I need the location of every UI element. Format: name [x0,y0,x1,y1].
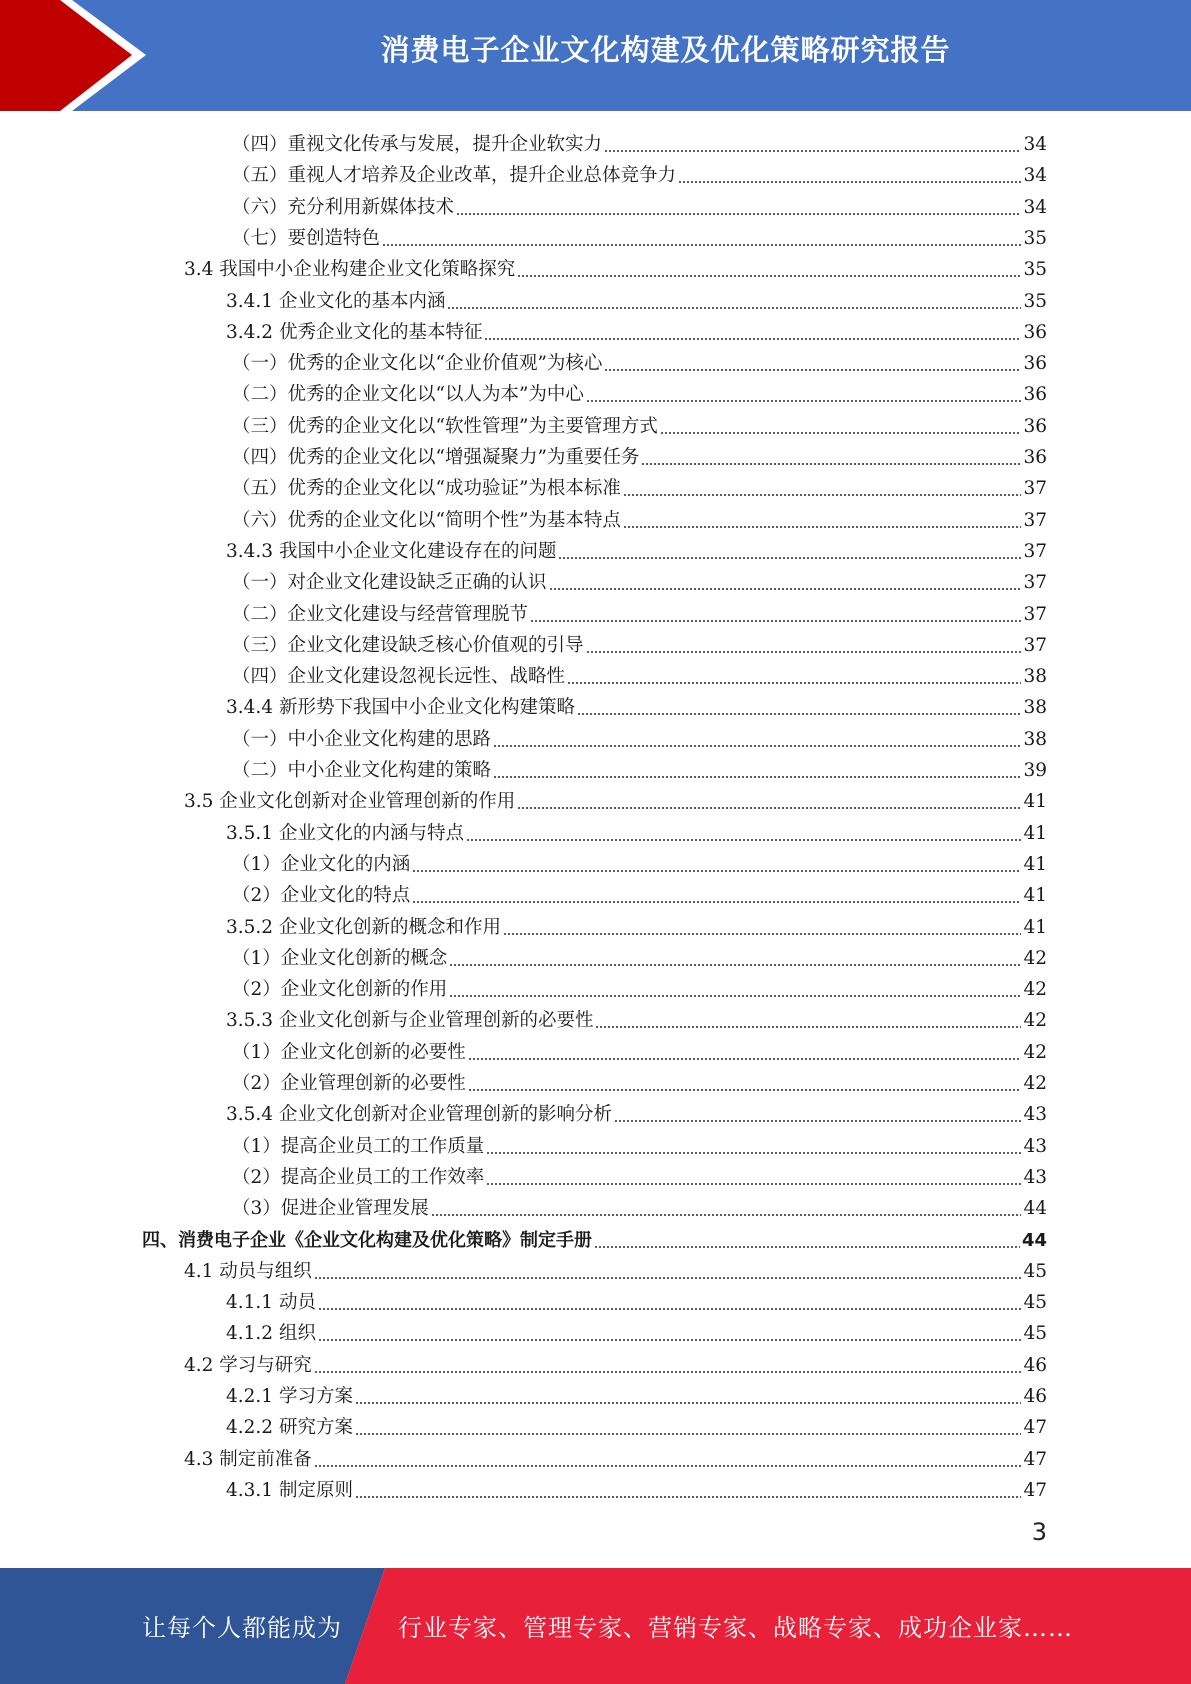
toc-dot-leader [456,213,1021,215]
toc-entry-title: 4.2.1 学习方案 [226,1386,353,1407]
toc-entry-page: 37 [1023,540,1047,562]
toc-dot-leader [486,1152,1021,1154]
toc-entry-title: 3.5.2 企业文化创新的概念和作用 [226,916,501,938]
toc-entry-page: 42 [1023,979,1047,1001]
toc-dot-leader [623,526,1022,528]
toc-entry-title: （五）重视人才培养及企业改革，提升企业总体竞争力 [232,165,677,187]
toc-entry-page: 38 [1023,697,1047,719]
toc-entry-page: 47 [1023,1417,1047,1439]
toc-entry-title: 3.4.4 新形势下我国中小企业文化构建策略 [226,697,575,719]
toc-entry[interactable] [232,160,1047,191]
toc-dot-leader [449,964,1021,966]
toc-entry-page: 46 [1023,1354,1047,1376]
toc-entry-title: 3.4.1 企业文化的基本内涵 [226,290,446,312]
toc-dot-leader [517,807,1021,809]
toc-dot-leader [314,1465,1022,1467]
report-title: 消费电子企业文化构建及优化策略研究报告 [380,33,951,67]
toc-dot-leader [468,1058,1022,1060]
toc-entry-page: 43 [1023,1166,1047,1188]
toc-dot-leader [486,1183,1021,1185]
toc-entry[interactable] [232,223,1047,254]
toc-dot-leader [586,651,1022,653]
toc-entry-title: （2）企业管理创新的必要性 [232,1073,466,1094]
toc-dot-leader [530,620,1021,622]
toc-entry-page: 42 [1023,947,1047,969]
toc-entry[interactable] [232,1162,1047,1193]
toc-entry-title: 4.3.1 制定原则 [226,1479,353,1501]
toc-entry[interactable] [184,1256,1047,1287]
toc-entry[interactable] [226,317,1047,348]
toc-dot-leader [641,463,1021,465]
toc-dot-leader [447,307,1021,309]
toc-entry[interactable] [232,442,1047,473]
toc-entry-title: （六）优秀的企业文化以“简明个性”为基本特点 [232,509,621,531]
toc-entry[interactable] [232,473,1047,504]
toc-dot-leader [466,839,1021,841]
toc-entry[interactable] [226,286,1047,317]
toc-entry[interactable] [232,661,1047,692]
toc-entry[interactable] [184,1444,1047,1475]
toc-entry-title: （二）中小企业文化构建的策略 [232,760,492,781]
toc-entry[interactable] [226,1412,1047,1443]
toc-dot-leader [577,713,1021,715]
toc-entry-page: 34 [1023,165,1047,187]
toc-entry-page: 35 [1023,259,1047,281]
toc-entry-page: 36 [1023,447,1047,468]
toc-entry[interactable] [226,1287,1047,1318]
toc-dot-leader [503,933,1021,935]
toc-entry-page: 37 [1023,478,1047,500]
toc-dot-leader [493,745,1021,747]
toc-entry[interactable] [232,1068,1047,1099]
toc-dot-leader [604,369,1021,371]
toc-dot-leader [594,1246,1020,1248]
toc-entry[interactable] [226,1381,1047,1412]
toc-entry[interactable] [226,1005,1047,1036]
toc-entry[interactable] [226,1318,1047,1349]
toc-entry-title: （1）企业文化创新的概念 [232,947,448,969]
toc-entry-title: 4.1.1 动员 [226,1292,316,1314]
toc-entry-page: 34 [1023,196,1047,218]
toc-entry-page: 35 [1023,227,1047,249]
toc-entry-page: 43 [1023,1135,1047,1157]
toc-entry-page: 42 [1023,1041,1047,1063]
toc-entry-page: 42 [1023,1073,1047,1094]
toc-entry[interactable] [226,692,1047,723]
toc-entry-title: （一）对企业文化建设缺乏正确的认识 [232,572,547,594]
toc-entry-title: （二）企业文化建设与经营管理脱节 [232,603,529,625]
toc-dot-leader [318,1339,1022,1341]
toc-entry[interactable] [232,348,1047,379]
toc-dot-leader [623,494,1022,496]
toc-entry-page: 38 [1023,666,1047,688]
toc-entry-title: （二）优秀的企业文化以“以人为本”为中心 [232,384,584,406]
toc-dot-leader [468,1089,1022,1091]
toc-dot-leader [355,1402,1022,1404]
toc-dot-leader [595,1026,1021,1028]
toc-entry-title: 4.3 制定前准备 [184,1448,312,1470]
toc-entry[interactable] [232,411,1047,442]
toc-dot-leader [660,432,1022,434]
toc-entry-page: 45 [1023,1292,1047,1314]
red-chevron-decoration [0,0,150,111]
toc-dot-leader [567,682,1021,684]
toc-entry[interactable] [226,536,1047,567]
toc-entry-page: 41 [1023,885,1047,907]
toc-entry[interactable] [226,912,1047,943]
toc-dot-leader [493,776,1021,778]
toc-dot-leader [412,901,1021,903]
toc-entry[interactable] [226,1099,1047,1130]
toc-entry[interactable] [184,786,1047,817]
toc-entry-title: 3.4.3 我国中小企业文化建设存在的问题 [226,540,557,562]
toc-entry-page: 41 [1023,916,1047,938]
toc-entry-title: （四）企业文化建设忽视长远性、战略性 [232,666,566,688]
toc-entry-title: （三）优秀的企业文化以“软性管理”为主要管理方式 [232,415,658,437]
header-band [0,0,1191,111]
toc-entry-title: （2）提高企业员工的工作效率 [232,1166,485,1188]
toc-entry-title: 3.5.3 企业文化创新与企业管理创新的必要性 [226,1010,594,1032]
toc-dot-leader [549,588,1022,590]
toc-entry[interactable] [232,880,1047,911]
toc-entry[interactable] [232,567,1047,598]
toc-entry[interactable] [232,1037,1047,1068]
toc-entry-title: 4.2.2 研究方案 [226,1417,353,1439]
toc-entry-page: 34 [1023,134,1047,155]
toc-entry-title: 4.1.2 组织 [226,1323,316,1345]
toc-entry[interactable] [142,1225,1047,1256]
toc-entry-title: （五）优秀的企业文化以“成功验证”为根本标准 [232,478,621,500]
toc-entry-title: 3.4.2 优秀企业文化的基本特征 [226,321,483,343]
toc-entry[interactable] [226,1475,1047,1506]
toc-entry-title: 3.5 企业文化创新对企业管理创新的作用 [184,791,516,813]
toc-entry-title: （2）企业文化的特点 [232,885,411,907]
toc-entry-title: （1）企业文化的内涵 [232,853,411,875]
toc-entry-page: 39 [1023,760,1047,781]
toc-entry[interactable] [232,849,1047,880]
toc-entry[interactable] [232,379,1047,410]
toc-dot-leader [355,1433,1022,1435]
toc-entry[interactable] [232,974,1047,1005]
toc-entry-page: 44 [1021,1229,1047,1251]
toc-dot-leader [604,150,1021,152]
toc-entry-page: 36 [1023,384,1047,406]
toc-dot-leader [431,1214,1022,1216]
toc-entry-title: （2）企业文化创新的作用 [232,979,448,1001]
toc-dot-leader [558,557,1021,559]
toc-entry-page: 36 [1023,415,1047,437]
toc-entry-title: （一）中小企业文化构建的思路 [232,728,492,750]
toc-entry-title: （四）重视文化传承与发展，提升企业软实力 [232,134,603,155]
toc-dot-leader [318,1308,1022,1310]
toc-entry-title: 4.1 动员与组织 [184,1260,312,1282]
toc-entry-page: 41 [1023,853,1047,875]
toc-dot-leader [678,181,1021,183]
toc-dot-leader [484,338,1021,340]
toc-entry-title: 3.4 我国中小企业构建企业文化策略探究 [184,259,516,281]
toc-entry-page: 38 [1023,728,1047,750]
toc-entry-title: 3.5.4 企业文化创新对企业管理创新的影响分析 [226,1104,612,1126]
toc-entry[interactable] [232,129,1047,160]
toc-entry-title: 四、消费电子企业《企业文化构建及优化策略》制定手册 [142,1229,592,1251]
toc-dot-leader [314,1371,1022,1373]
toc-entry-page: 45 [1023,1323,1047,1345]
toc-entry-title: （六）充分利用新媒体技术 [232,196,455,218]
toc-entry-page: 37 [1023,634,1047,656]
toc-entry[interactable] [232,599,1047,630]
toc-dot-leader [449,995,1021,997]
toc-entry-page: 43 [1023,1104,1047,1126]
toc-dot-leader [314,1277,1022,1279]
toc-entry[interactable] [184,1350,1047,1381]
toc-entry-title: （三）企业文化建设缺乏核心价值观的引导 [232,634,584,656]
toc-entry-page: 36 [1023,321,1047,343]
toc-dot-leader [614,1120,1021,1122]
toc-entry-page: 35 [1023,290,1047,312]
footer-slogan-left: 让每个人都能成为 [142,1614,342,1642]
footer-band [0,1568,1191,1684]
toc-dot-leader [412,870,1021,872]
toc-entry[interactable] [232,755,1047,786]
toc-entry-title: （1）提高企业员工的工作质量 [232,1135,485,1157]
toc-dot-leader [517,275,1021,277]
toc-dot-leader [355,1496,1022,1498]
toc-entry-page: 47 [1023,1479,1047,1501]
toc-entry-page: 42 [1023,1010,1047,1032]
toc-entry-page: 41 [1023,791,1047,813]
toc-entry[interactable] [232,1193,1047,1224]
toc-entry[interactable] [232,1131,1047,1162]
toc-entry[interactable] [232,724,1047,755]
toc-entry[interactable] [232,943,1047,974]
footer-slogan-right: 行业专家、管理专家、营销专家、战略专家、成功企业家…… [398,1614,1073,1642]
toc-dot-leader [382,244,1021,246]
toc-entry-title: （一）优秀的企业文化以“企业价值观”为核心 [232,353,603,375]
toc-entry-page: 47 [1023,1448,1047,1470]
toc-entry-page: 45 [1023,1260,1047,1282]
toc-entry-page: 36 [1023,353,1047,375]
page-number: 3 [1031,1518,1047,1546]
toc-entry[interactable] [232,505,1047,536]
toc-entry-page: 46 [1023,1386,1047,1407]
toc-entry-page: 37 [1023,509,1047,531]
toc-entry[interactable] [232,192,1047,223]
toc-entry[interactable] [184,254,1047,285]
toc-entry-title: 4.2 学习与研究 [184,1354,312,1376]
toc-entry-title: （1）企业文化创新的必要性 [232,1041,466,1063]
toc-entry-title: 3.5.1 企业文化的内涵与特点 [226,822,464,844]
toc-entry-title: （3）促进企业管理发展 [232,1198,429,1220]
toc-entry-page: 37 [1023,603,1047,625]
toc-dot-leader [586,400,1022,402]
toc-entry-page: 44 [1023,1198,1047,1220]
toc-entry-page: 37 [1023,572,1047,594]
toc-entry-title: （七）要创造特色 [232,227,381,249]
toc-entry[interactable] [226,818,1047,849]
toc-entry[interactable] [232,630,1047,661]
toc-entry-page: 41 [1023,822,1047,844]
toc-entry-title: （四）优秀的企业文化以“增强凝聚力”为重要任务 [232,447,640,468]
